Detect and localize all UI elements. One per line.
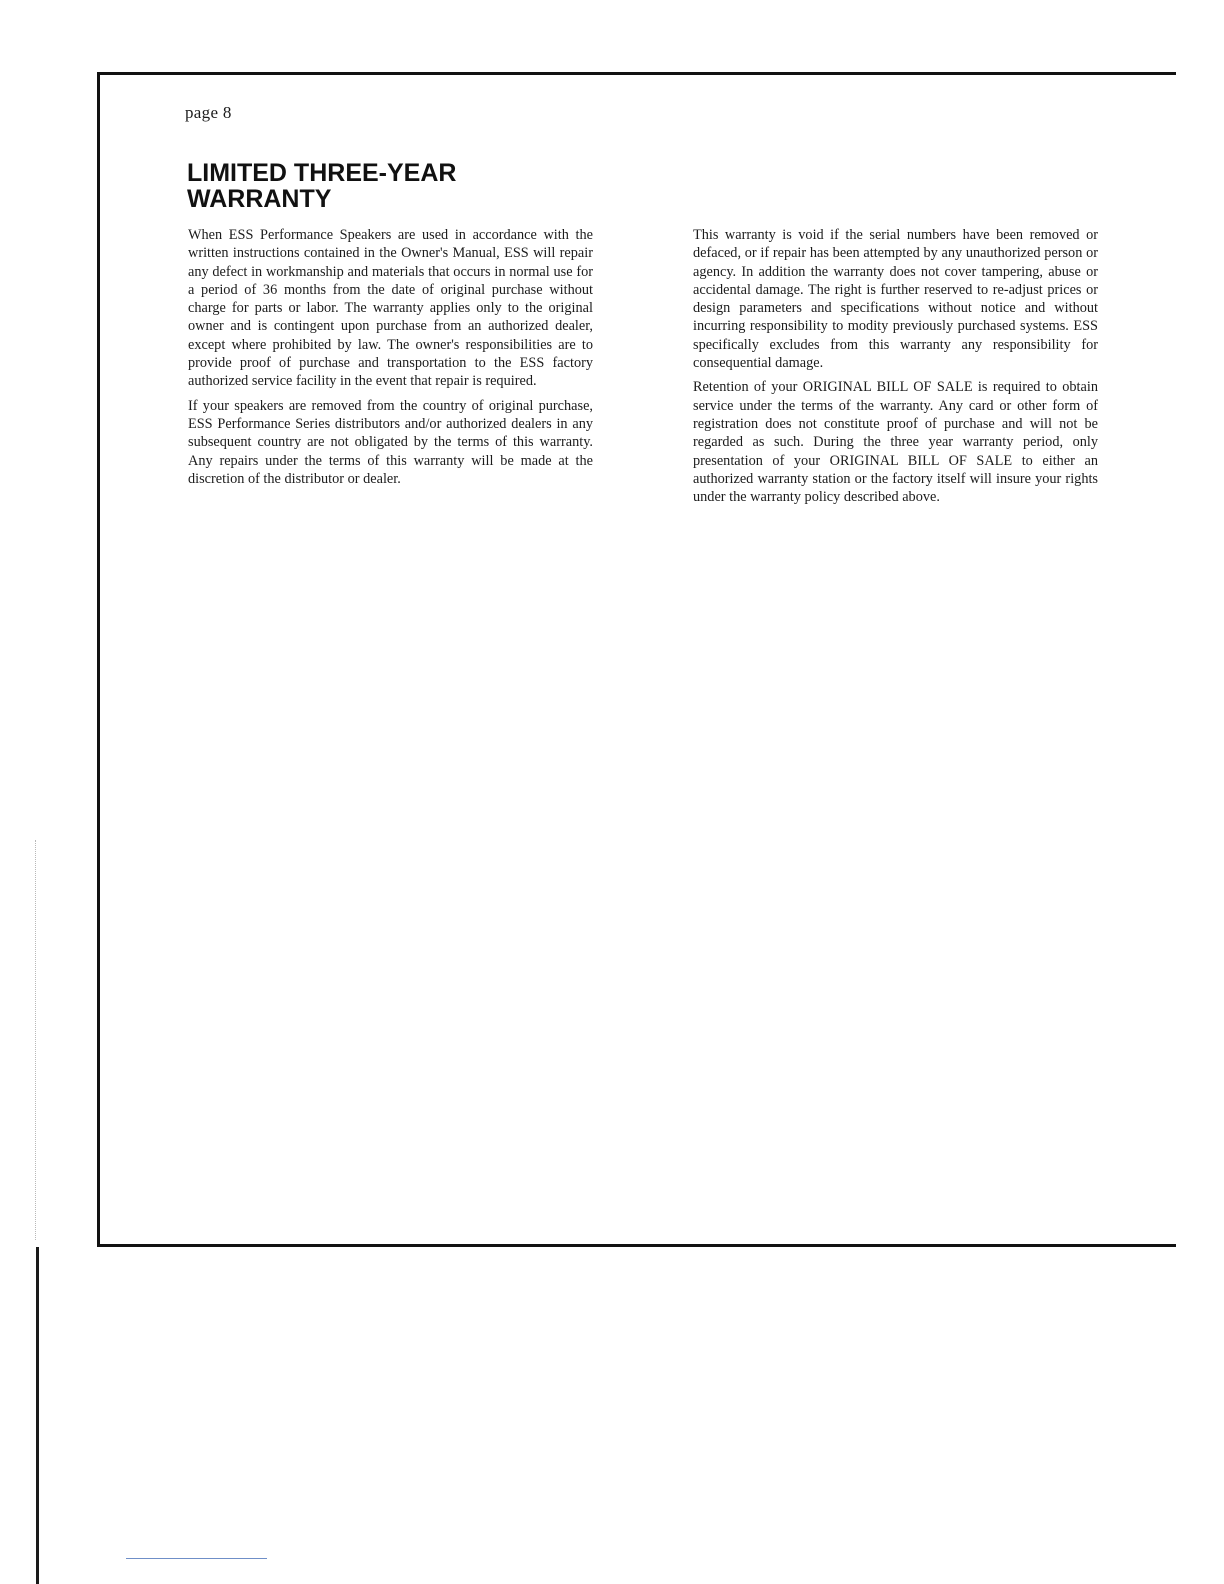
left-column [188,226,593,494]
section-title [187,160,456,212]
binding-line [36,1247,39,1584]
page-number: page 8 [185,103,232,122]
bill-of-sale-paragraph: Retention of your ORIGINAL BILL OF SALE is required to obtain service under the terms of the warranty. Any card or other form of registration does not constitute proof of purchase and will not be regarded as such. During the three year warranty period, only presentation of your ORIGINAL BILL OF SALE to either an authorized warranty station or the factory itself will insure your rights under the warranty policy described above. [693,379,1098,506]
warranty-coverage-paragraph: When ESS Performance Speakers are used in accordance with the written instructions contained in the Owner's Manual, ESS will repair any defect in workmanship and materials that occurs in normal use for a period of 36 months from the date of original purchase without charge for parts or labor. The warranty applies only to the original owner and is contingent upon purchase from an authorized dealer, except where prohibited by law. The owner's responsibilities are to provide proof of purchase and transportation to the ESS factory authorized service facility in the event that repair is required. [188,227,593,390]
right-column [693,226,1098,512]
footnote-rule [126,1558,267,1559]
country-removal-paragraph: If your speakers are removed from the country of original purchase, ESS Performance Series distributors and/or authorized dealers in any subsequent country are not obligated by the terms of this warranty. Any repairs under the terms of this warranty will be made at the discretion of the distributor or dealer. [188,397,593,487]
scan-margin-marks [35,840,37,1240]
warranty-void-paragraph: This warranty is void if the serial numbers have been removed or defaced, or if repair has been attempted by any unauthorized person or agency. In addition the warranty does not cover tampering, abuse or accidental damage. The right is further reserved to re-adjust prices or design parameters and specifications without notice and without incurring responsibility to modity previously purchased systems. ESS specifically excludes from this warranty any responsibility for consequential damage. [693,227,1098,372]
section-title-line-2: WARRANTY [187,185,332,213]
section-title-line-1: LIMITED THREE-YEAR [187,159,457,187]
